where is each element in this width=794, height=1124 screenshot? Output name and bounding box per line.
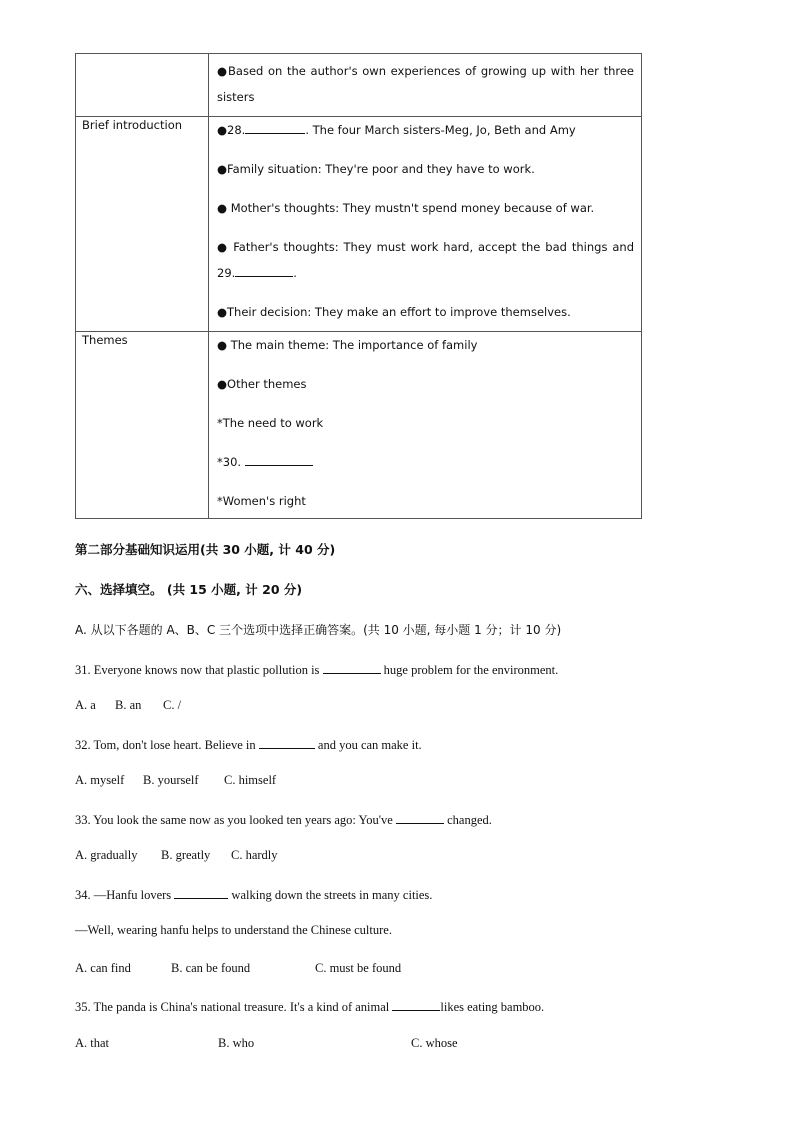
table-cell-key bbox=[76, 54, 209, 117]
q32-option-c: C. himself bbox=[224, 773, 277, 787]
q30-line: *30. bbox=[217, 449, 634, 475]
table-cell-value bbox=[209, 54, 642, 117]
q31-blank bbox=[323, 661, 381, 674]
theme-work: *The need to work bbox=[217, 416, 324, 430]
brief-introduction-content bbox=[209, 117, 642, 332]
question-34-reply: —Well, wearing hanfu helps to understand the Chinese culture. bbox=[75, 923, 392, 937]
q29-blank bbox=[235, 266, 293, 277]
question-34: 34. —Hanfu lovers walking down the streets in many cities. bbox=[75, 888, 433, 902]
main-theme: ● The main theme: The importance of family bbox=[217, 338, 478, 352]
q32-option-b: B. yourself bbox=[143, 773, 199, 787]
theme-women: *Women's right bbox=[217, 494, 306, 508]
q34-option-a: A. can find bbox=[75, 961, 131, 975]
themes-label: Themes bbox=[76, 332, 209, 519]
table-row bbox=[76, 332, 642, 519]
section-six-heading: 六、选择填空。 (共 15 小题, 计 20 分) bbox=[75, 582, 303, 597]
q28-line: ●28. . The four March sisters-Meg, Jo, Beth and Amy bbox=[217, 123, 576, 137]
family-situation: ●Family situation: They're poor and they have to work. bbox=[217, 162, 535, 176]
q33-option-c: C. hardly bbox=[231, 848, 278, 862]
their-decision: ●Their decision: They make an effort to improve themselves. bbox=[217, 305, 571, 319]
q35-option-a: A. that bbox=[75, 1036, 110, 1050]
q34-blank bbox=[174, 886, 228, 899]
table-row bbox=[76, 117, 642, 332]
q33-option-b: B. greatly bbox=[161, 848, 211, 862]
q31-option-a: A. a bbox=[75, 698, 96, 712]
q32-blank bbox=[259, 736, 315, 749]
q34-option-c: C. must be found bbox=[315, 961, 402, 975]
q33-option-a: A. gradually bbox=[75, 848, 138, 862]
other-themes: ●Other themes bbox=[217, 377, 307, 391]
q33-blank bbox=[396, 811, 444, 824]
question-33: 33. You look the same now as you looked ten years ago: You've changed. bbox=[75, 813, 492, 827]
mother-thoughts: ● Mother's thoughts: They mustn't spend money because of war. bbox=[217, 201, 595, 215]
q34-option-b: B. can be found bbox=[171, 961, 251, 975]
q28-blank bbox=[245, 123, 305, 134]
themes-content bbox=[209, 332, 642, 519]
part2-heading: 第二部分基础知识运用(共 30 小题, 计 40 分) bbox=[75, 542, 336, 557]
question-31: 31. Everyone knows now that plastic pollution is huge problem for the environment. bbox=[75, 663, 559, 677]
father-thoughts: ● Father's thoughts: They must work hard, accept the bad things and 29. . bbox=[217, 240, 634, 280]
brief-introduction-label: Brief introduction bbox=[76, 117, 209, 332]
q35-blank bbox=[392, 998, 440, 1011]
table-row bbox=[76, 54, 642, 117]
q35-option-b: B. who bbox=[218, 1036, 255, 1050]
question-35: 35. The panda is China's national treasure. It's a kind of animal likes eating bamboo. bbox=[75, 1000, 545, 1014]
section-a-instructions: A. 从以下各题的 A、B、C 三个选项中选择正确答案。(共 10 小题, 每小题 1 分；计 10 分) bbox=[75, 623, 562, 637]
background-text: ●Based on the author's own experiences of growing up with her three sisters bbox=[217, 64, 634, 104]
q31-option-c: C. / bbox=[163, 698, 182, 712]
q31-option-b: B. an bbox=[115, 698, 142, 712]
q35-option-c: C. whose bbox=[411, 1036, 458, 1050]
q32-option-a: A. myself bbox=[75, 773, 125, 787]
q30-blank bbox=[245, 455, 313, 466]
novel-info-table bbox=[75, 53, 642, 519]
question-32: 32. Tom, don't lose heart. Believe in and you can make it. bbox=[75, 738, 422, 752]
